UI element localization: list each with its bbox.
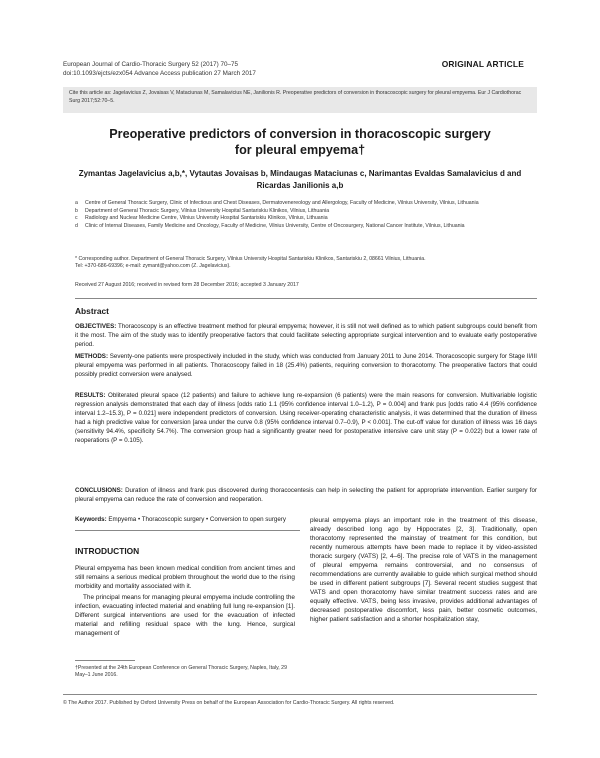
conclusions-text: Duration of illness and frank pus discovered during thoracocentesis can help in selecting the patient for appropriate intervention. Earlier surgery for pleural empyema can reduce the rate of conversion and reoperation. (75, 487, 537, 503)
keywords-label: Keywords: (75, 516, 107, 523)
doi-line: doi:10.1093/ejcts/ezx054 Advance Access publication 27 March 2017 (63, 70, 256, 77)
copyright: © The Author 2017. Published by Oxford University Press on behalf of the European Association for Cardio-Thoracic Surgery. All rights reserved. (63, 700, 395, 706)
intro-paragraph-2: The principal means for managing pleural empyema include controlling the infection, evacuating infected material and enabling full lung re-expansion [1]. Different surgical interventions are used for the evacuation of infected material and refilling residual space with the lung. Hence, surgical management of (75, 594, 295, 637)
abstract-methods (75, 352, 537, 379)
journal-info (63, 60, 256, 78)
author-list (70, 168, 530, 192)
keywords-text: Empyema • Thoracoscopic surgery • Conversion to open surgery (108, 516, 286, 523)
divider (75, 530, 300, 531)
affiliation-d (75, 223, 537, 230)
corresponding-author (75, 256, 537, 270)
footnote: †Presented at the 24th European Conference on General Thoracic Surgery, Naples, Italy, 29 May–1 June 2016. (75, 665, 287, 678)
title-line-2: for pleural empyema† (234, 143, 366, 157)
footnote-divider (75, 660, 135, 661)
affiliation-c (75, 215, 537, 222)
affiliations (75, 200, 537, 231)
affiliation-text: Radiology and Nuclear Medicine Centre, Vilnius University Hospital Santariskiu Klinikos, Vilnius, Lithuania (85, 215, 328, 222)
results-label: RESULTS: (75, 392, 106, 399)
right-column (310, 516, 537, 626)
intro-paragraph-3: pleural empyema plays an important role in the treatment of this disease, already described long ago by Hippocrates [2, 3]. Traditionally, open thoracotomy represented the mainstay of treatment for this condition, but recently numerous attempts have been made to replace it by video-assisted thoracic surgery (VATS) [2, 4–6]. The precise role of VATS in the management of pleural empyema remains controversial, and no consensus of recommendations are currently available to guide which surgical method should be used in different patient subgroups [7]. Several recent studies suggest that VATS and open thoracotomy have similar treatment success rates and are equally effective. VATS, being less invasive, provides additional advantages of decreased postoperative discomfort, less pain, better cosmetic outcomes, higher patient satisfaction and a shorter hospitalization stay, (310, 517, 537, 623)
affiliation-mark: a (75, 200, 78, 206)
conclusions-label: CONCLUSIONS: (75, 487, 123, 494)
results-text: Obliterated pleural space (12 patients) and failure to achieve lung re-expansion (6 patients) were the main reasons for conversion. Multivariable logistic regression analysis demonstrated that each day of illness [odds ratio 1.1 (95% confidence interval 1.0–1.2), P = 0.004] and frank pus [odds ratio 4.4 (95% confidence interval 1.2–15.3), P = 0.021] were independent predictors of conversion. Using receiver-operating characteristic analysis, it was determined that the duration of illness had a high predictive value for conversion [area under the curve 0.8 (95% confidence interval 0.7–0.9), P < 0.001]. The cut-off value for duration of illness was 16 days (sensitivity 94.4%, specificity 54.7%). The conversion group had a significantly greater need for postoperative intensive care unit stay (P = 0.022) but a lower rate of reoperations (P = 0.105). (75, 392, 537, 444)
divider (63, 694, 537, 695)
citation-box (63, 87, 537, 113)
affiliation-mark: c (75, 215, 78, 222)
received-dates: Received 27 August 2016; received in revised form 28 December 2016; accepted 3 January 2017 (75, 282, 299, 288)
abstract-objectives (75, 322, 537, 349)
affiliation-a (75, 200, 537, 207)
affiliation-b (75, 208, 537, 215)
title-line-1: Preoperative predictors of conversion in thoracoscopic surgery (109, 127, 491, 141)
authors-line-2: Ricardas Janilionis a,b (256, 181, 344, 190)
divider (75, 298, 537, 299)
article-title (63, 126, 537, 158)
article-type-label: ORIGINAL ARTICLE (441, 59, 524, 69)
objectives-text: Thoracoscopy is an effective treatment method for pleural empyema; however, it is still not well defined as to which patient subgroups could benefit from it the most. The aim of the study was to identify preoperative factors that could facilitate selecting appropriate surgical intervention and to evaluate early postoperative period. (75, 323, 537, 348)
authors-line-1: Zymantas Jagelavicius a,b,*, Vytautas Jovaisas b, Mindaugas Mataciunas c, Narimantas Evaldas Samalavicius d and (78, 169, 522, 178)
methods-label: METHODS: (75, 353, 108, 360)
abstract-results (75, 391, 537, 445)
affiliation-text: Department of General Thoracic Surgery, Vilnius University Hospital Santariskiu Klinikos, Vilnius, Lithuania (85, 207, 330, 214)
citation-text: Cite this article as: Jagelavicius Z, Jovaisas V, Mataciunas M, Samalavicius NE, Janilionis R. Preoperative predictors of conversion in thoracoscopic surgery for pleural empyema. Eur J Cardiothorac Surg 2017;52:70–5. (69, 90, 522, 104)
affiliation-text: Clinic of Internal Diseases, Family Medicine and Oncology, Faculty of Medicine, Vilnius University, Centre of Oncosurgery, National Cancer Institute, Vilnius, Lithuania (85, 223, 465, 230)
corresponding-line-2: Tel: +370-686-69396; e-mail: zymant@yahoo.com (Z. Jagelavicius). (75, 263, 231, 270)
keywords (75, 516, 286, 523)
affiliation-mark: b (75, 207, 78, 214)
abstract-heading: Abstract (75, 306, 109, 316)
methods-text: Seventy-one patients were prospectively included in the study, which was conducted from January 2011 to June 2014. Thoracoscopic surgery for Stage II/III pleural empyema was performed in all patients. Thoracoscopy failed in 18 (25.4%) patients, requiring conversion to thoracotomy. The preoperative factors that could possibly predict conversion were analysed. (75, 353, 537, 378)
affiliation-mark: d (75, 223, 78, 230)
introduction-heading: INTRODUCTION (75, 546, 140, 556)
journal-citation-line: European Journal of Cardio-Thoracic Surgery 52 (2017) 70–75 (63, 61, 239, 68)
abstract-conclusions (75, 486, 537, 504)
left-column (75, 564, 295, 640)
corresponding-line-1: * Corresponding author. Department of General Thoracic Surgery, Vilnius University Hospital Santariskiu Klinikos, Santariskiu 2, 08661 Vilnius, Lithuania. (75, 256, 426, 262)
objectives-label: OBJECTIVES: (75, 323, 117, 330)
intro-paragraph-1: Pleural empyema has been known medical condition from ancient times and still remains a serious medical problem throughout the world due to the rising morbidity and mortality associated with it. (75, 565, 295, 590)
affiliation-text: Centre of General Thoracic Surgery, Clinic of Infectious and Chest Diseases, Dermatovenereology and Allergology, Faculty of Medicine, Vilnius University, Vilnius, Lithuania (85, 200, 479, 206)
